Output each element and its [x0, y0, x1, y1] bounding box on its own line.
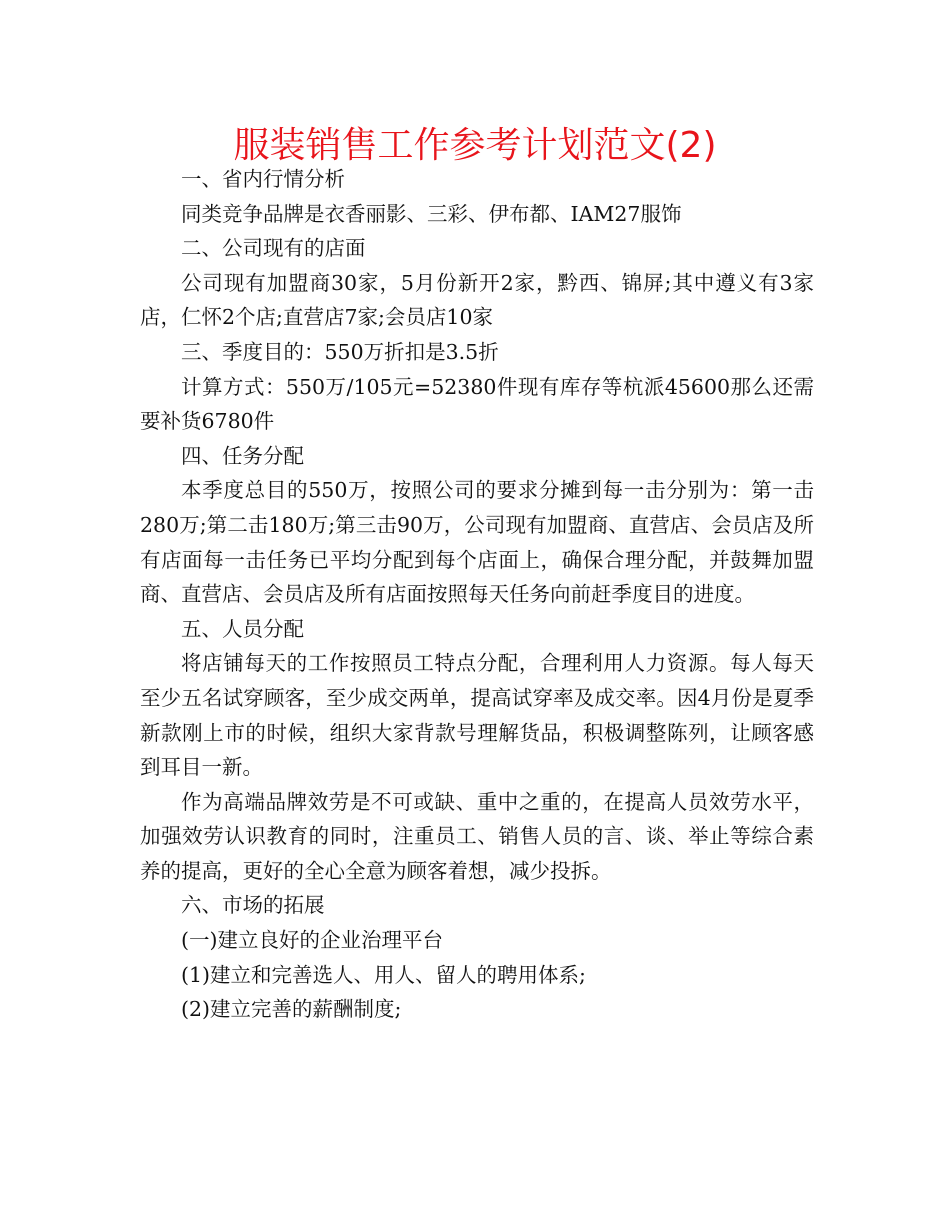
section-heading-expansion: 六、市场的拓展	[181, 893, 325, 918]
section-heading-staff: 五、人员分配	[181, 616, 304, 641]
paragraph-tasks: 本季度总目的550万，按照公司的要求分摊到每一击分别为：第一击280万;第二击180万;第三击90万，公司现有加盟商、直营店、会员店及所有店面每一击任务已平均分配到每个店面上，确保合理分配，并鼓舞加盟商、直营店、会员店及所有店面按照每天任务向前赶季度目的进度。	[140, 478, 814, 607]
list-item-hiring-system: (1)建立和完善选人、用人、留人的聘用体系;	[181, 962, 586, 987]
paragraph-stores: 公司现有加盟商30家，5月份新开2家，黔西、锦屏;其中遵义有3家店，仁怀2个店;直营店7家;会员店10家	[140, 270, 814, 330]
document-body	[140, 162, 814, 1027]
subheading-management-platform: (一)建立良好的企业治理平台	[181, 928, 443, 953]
paragraph-calculation: 计算方式：550万/105元=52380件现有库存等杭派45600那么还需要补货6780件	[140, 374, 814, 434]
section-heading-market: 一、省内行情分析	[181, 167, 345, 191]
section-heading-tasks: 四、任务分配	[181, 443, 304, 468]
document-title: 服装销售工作参考计划范文(2)	[233, 125, 717, 166]
paragraph-staff: 将店铺每天的工作按照员工特点分配，合理利用人力资源。每人每天至少五名试穿顾客，至少成交两单，提高试穿率及成交率。因4月份是夏季新款刚上市的时候，组织大家背款号理解货品，积极调整陈列，让顾客感到耳目一新。	[140, 651, 814, 780]
paragraph-competitors: 同类竞争品牌是衣香丽影、三彩、伊布都、IAM27服饰	[181, 201, 682, 226]
list-item-salary-system: (2)建立完善的薪酬制度;	[181, 997, 402, 1022]
section-heading-target: 三、季度目的：550万折扣是3.5折	[181, 339, 499, 364]
paragraph-service: 作为高端品牌效劳是不可或缺、重中之重的，在提高人员效劳水平，加强效劳认识教育的同时，注重员工、销售人员的言、谈、举止等综合素养的提高，更好的全心全意为顾客着想，减少投拆。	[140, 789, 814, 883]
section-heading-stores: 二、公司现有的店面	[181, 236, 366, 261]
